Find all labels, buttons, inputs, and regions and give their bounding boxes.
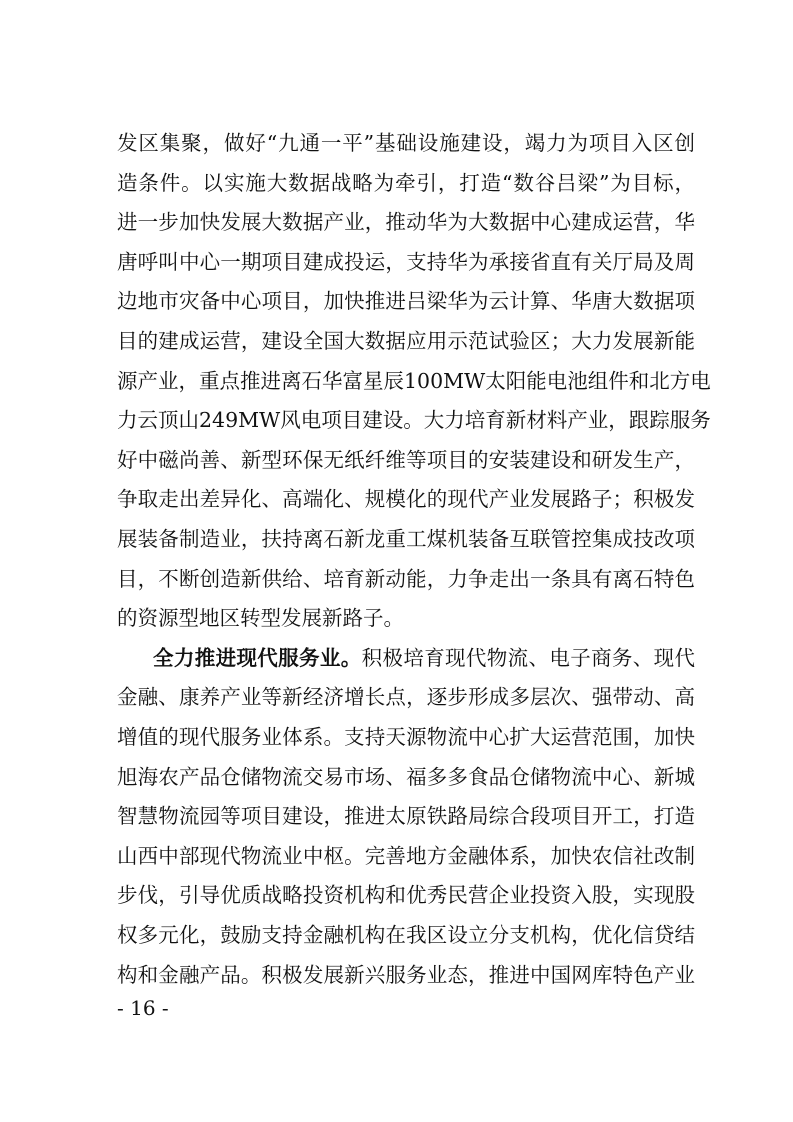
paragraph-2-line-8: 权多元化，鼓励支持金融机构在我区设立分支机构，优化信贷结 <box>117 923 695 947</box>
paragraph-1-line-3: 进一步加快发展大数据产业，推动华为大数据中心建成运营，华 <box>117 210 695 235</box>
paragraph-2-line-2: 金融、康养产业等新经济增长点，逐步形成多层次、强带动、高 <box>117 685 695 710</box>
paragraph-2-line-1 <box>153 643 695 673</box>
paragraph-1-line-8: 力云顶山249MW风电项目建设。大力培育新材料产业，跟踪服务 <box>117 408 711 433</box>
paragraph-1-line-5: 边地市灾备中心项目，加快推进吕梁华为云计算、华唐大数据项 <box>117 289 695 314</box>
paragraph-1-line-11: 展装备制造业，扶持离石新龙重工煤机装备互联管控集成技改项 <box>117 527 695 551</box>
paragraph-1-line-1: 发区集聚，做好“九通一平”基础设施建设，竭力为项目入区创 <box>117 131 695 155</box>
paragraph-1-line-6: 目的建成运营，建设全国大数据应用示范试验区；大力发展新能 <box>117 329 695 353</box>
paragraph-1-line-12: 目，不断创造新供给、培育新动能，力争走出一条具有离石特色 <box>117 566 695 591</box>
paragraph-2-line-6: 山西中部现代物流业中枢。完善地方金融体系，加快农信社改制 <box>117 843 695 868</box>
paragraph-1-line-2: 造条件。以实施大数据战略为牵引，打造“数谷吕梁”为目标， <box>117 170 695 195</box>
paragraph-2-heading: 全力推进现代服务业。 <box>153 645 362 670</box>
page-number: - 16 - <box>117 996 169 1021</box>
paragraph-2-line-3: 增值的现代服务业体系。支持天源物流中心扩大运营范围，加快 <box>117 725 695 749</box>
paragraph-2-line-7: 步伐，引导优质战略投资机构和优秀民营企业投资入股，实现股 <box>117 883 695 908</box>
paragraph-1-line-10: 争取走出差异化、高端化、规模化的现代产业发展路子；积极发 <box>117 487 695 512</box>
paragraph-1-line-4: 唐呼叫中心一期项目建成投运，支持华为承接省直有关厅局及周 <box>117 249 695 274</box>
paragraph-2-line-5: 智慧物流园等项目建设，推进太原铁路局综合段项目开工，打造 <box>117 804 695 829</box>
paragraph-2-line-4: 旭海农产品仓储物流交易市场、福多多食品仓储物流中心、新城 <box>117 764 695 789</box>
paragraph-1-line-13: 的资源型地区转型发展新路子。 <box>117 606 404 631</box>
paragraph-2-line-9: 构和金融产品。积极发展新兴服务业态，推进中国网库特色产业 <box>117 962 695 987</box>
paragraph-1-line-9: 好中磁尚善、新型环保无纸纤维等项目的安装建设和研发生产， <box>117 447 695 472</box>
paragraph-1-line-7: 源产业，重点推进离石华富星辰100MW太阳能电池组件和北方电 <box>117 368 711 393</box>
paragraph-2-line-1-text: 积极培育现代物流、电子商务、现代 <box>361 645 696 670</box>
